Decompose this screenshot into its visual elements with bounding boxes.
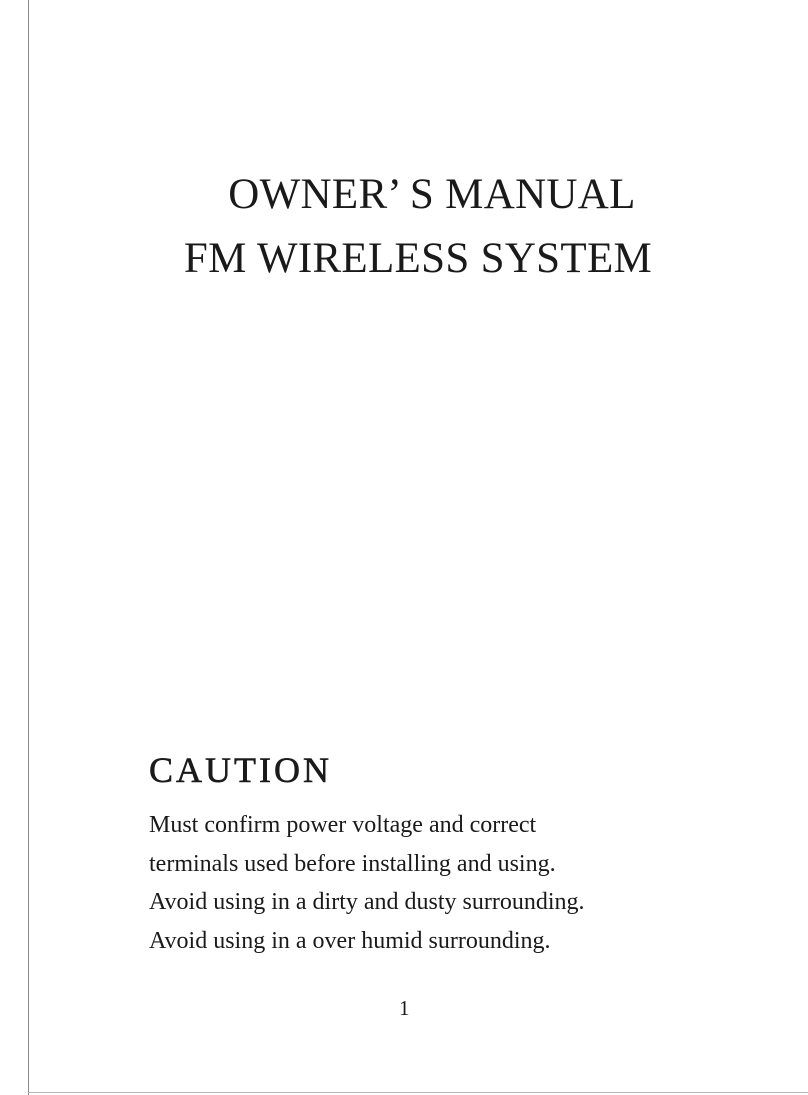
caution-line: terminals used before installing and using. bbox=[149, 850, 556, 877]
page-number: 1 bbox=[399, 996, 410, 1020]
title-line-owners-manual: OWNER’ S MANUAL bbox=[228, 171, 636, 218]
caution-text bbox=[149, 806, 585, 960]
caution-heading: CAUTION bbox=[149, 750, 332, 790]
page-bottom-edge-rule bbox=[28, 1092, 808, 1093]
caution-line: Avoid using in a dirty and dusty surrounding. bbox=[149, 889, 585, 915]
manual-title bbox=[28, 163, 808, 291]
title-line-product-name: FM WIRELESS SYSTEM bbox=[183, 235, 653, 282]
caution-line: Avoid using in a over humid surrounding. bbox=[149, 927, 551, 954]
caution-line: Must confirm power voltage and correct bbox=[149, 812, 537, 838]
